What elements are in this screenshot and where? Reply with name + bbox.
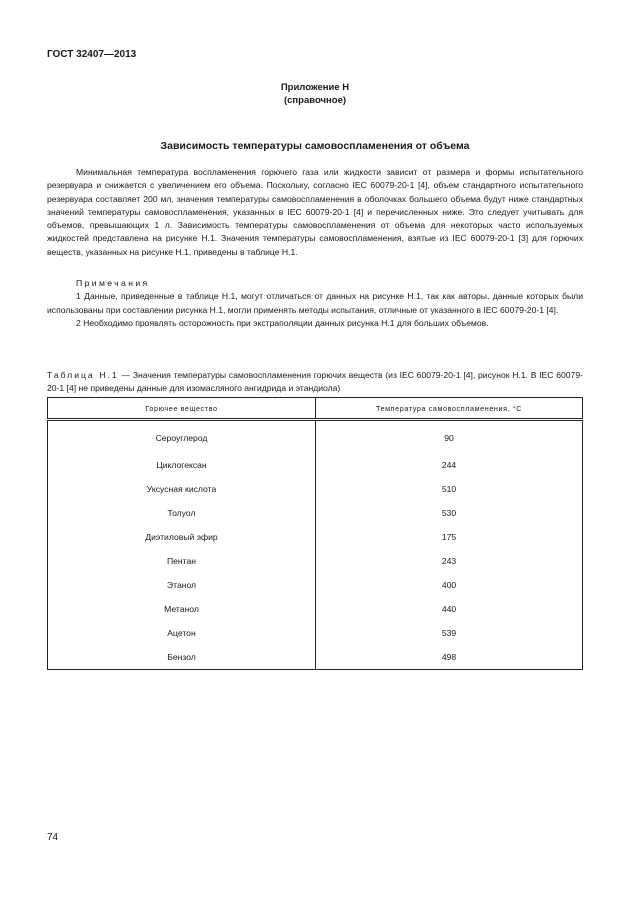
temperature-cell: 90: [316, 420, 583, 454]
substance-cell: Метанол: [48, 597, 316, 621]
substance-cell: Ацетон: [48, 621, 316, 645]
substance-cell: Этанол: [48, 573, 316, 597]
page-number: 74: [47, 832, 59, 843]
temperature-cell: 244: [316, 453, 583, 477]
table-row: [48, 420, 583, 454]
ignition-temperature-table: [47, 397, 583, 670]
temperature-cell: 440: [316, 597, 583, 621]
column-header-substance: Горючее вещество: [48, 398, 316, 420]
table-row: [48, 501, 583, 525]
temperature-cell: 243: [316, 549, 583, 573]
substance-cell: Циклогексан: [48, 453, 316, 477]
table-caption: [47, 369, 583, 394]
temperature-cell: 400: [316, 573, 583, 597]
section-title: Зависимость температуры самовоспламенения от объема: [160, 140, 470, 152]
table-row: [48, 597, 583, 621]
note-item-2: 2 Необходимо проявлять осторожность при экстраполяции данных рисунка Н.1 для больших объемов.: [76, 317, 489, 328]
table-caption-label: Таблица Н.1: [47, 370, 119, 380]
temperature-cell: 530: [316, 501, 583, 525]
table-row: [48, 573, 583, 597]
table-caption-text: — Значения температуры самовоспламенения горючих веществ (из IEC 60079-20-1 [4], рисунок Н.1. В IEC 60079-20-1 [4] не приведены данные для изомасляного ангидрида и этандиола): [47, 370, 583, 393]
appendix-subtitle: (справочное): [283, 95, 347, 106]
table-row: [48, 525, 583, 549]
table-row: [48, 477, 583, 501]
notes-block: [47, 277, 583, 330]
temperature-cell: 498: [316, 645, 583, 670]
body-text: [47, 166, 583, 259]
substance-cell: Толуол: [48, 501, 316, 525]
document-code: ГОСТ 32407—2013: [47, 49, 137, 60]
substance-cell: Пентан: [48, 549, 316, 573]
appendix-heading: [0, 81, 630, 107]
notes-heading: Примечания: [76, 278, 150, 288]
temperature-cell: 510: [316, 477, 583, 501]
substance-cell: Диэтиловый эфир: [48, 525, 316, 549]
substance-cell: Сероуглерод: [48, 420, 316, 454]
appendix-title: Приложение Н: [280, 82, 350, 93]
table-row: [48, 549, 583, 573]
table-row: [48, 621, 583, 645]
note-item-1: 1 Данные, приведенные в таблице Н.1, могут отличаться от данных на рисунке Н.1, так как авторы, данные которых были использованы при составлении рисунка Н.1, могли применять методы испытания, отличные от указанного в IEC 60079-20-1 [4].: [47, 291, 583, 315]
temperature-cell: 539: [316, 621, 583, 645]
table-header-row: [48, 398, 583, 420]
body-paragraph: Минимальная температура воспламенения горючего газа или жидкости зависит от размера и формы испытательного резервуара и снижается с увеличением его объема. Поскольку, согласно IEC 60079-20-1 [4], объем стандартного испытательного резервуара составляет 200 мл, значения температуры самовоспламенения в оболочках большего объема будут ниже стандартных значений температуры самовоспламенения, указанных в IEC 60079-20-1 [4] и перечисленных ниже. Это следует учитывать для объемов, превышающих 1 л. Зависимость температуры самовоспламенения от объема для некоторых часто используемых жидкостей представлена на рисунке Н.1. Значения температуры самовоспламенения, взятые из IEC 60079-20-1 [3] для горючих веществ, указанных на рисунке Н.1, приведены в таблице Н.1.: [47, 167, 583, 257]
temperature-cell: 175: [316, 525, 583, 549]
substance-cell: Бензол: [48, 645, 316, 670]
table-row: [48, 645, 583, 670]
column-header-temperature: Температура самовоспламенения, °С: [316, 398, 583, 420]
table-row: [48, 453, 583, 477]
substance-cell: Уксусная кислота: [48, 477, 316, 501]
